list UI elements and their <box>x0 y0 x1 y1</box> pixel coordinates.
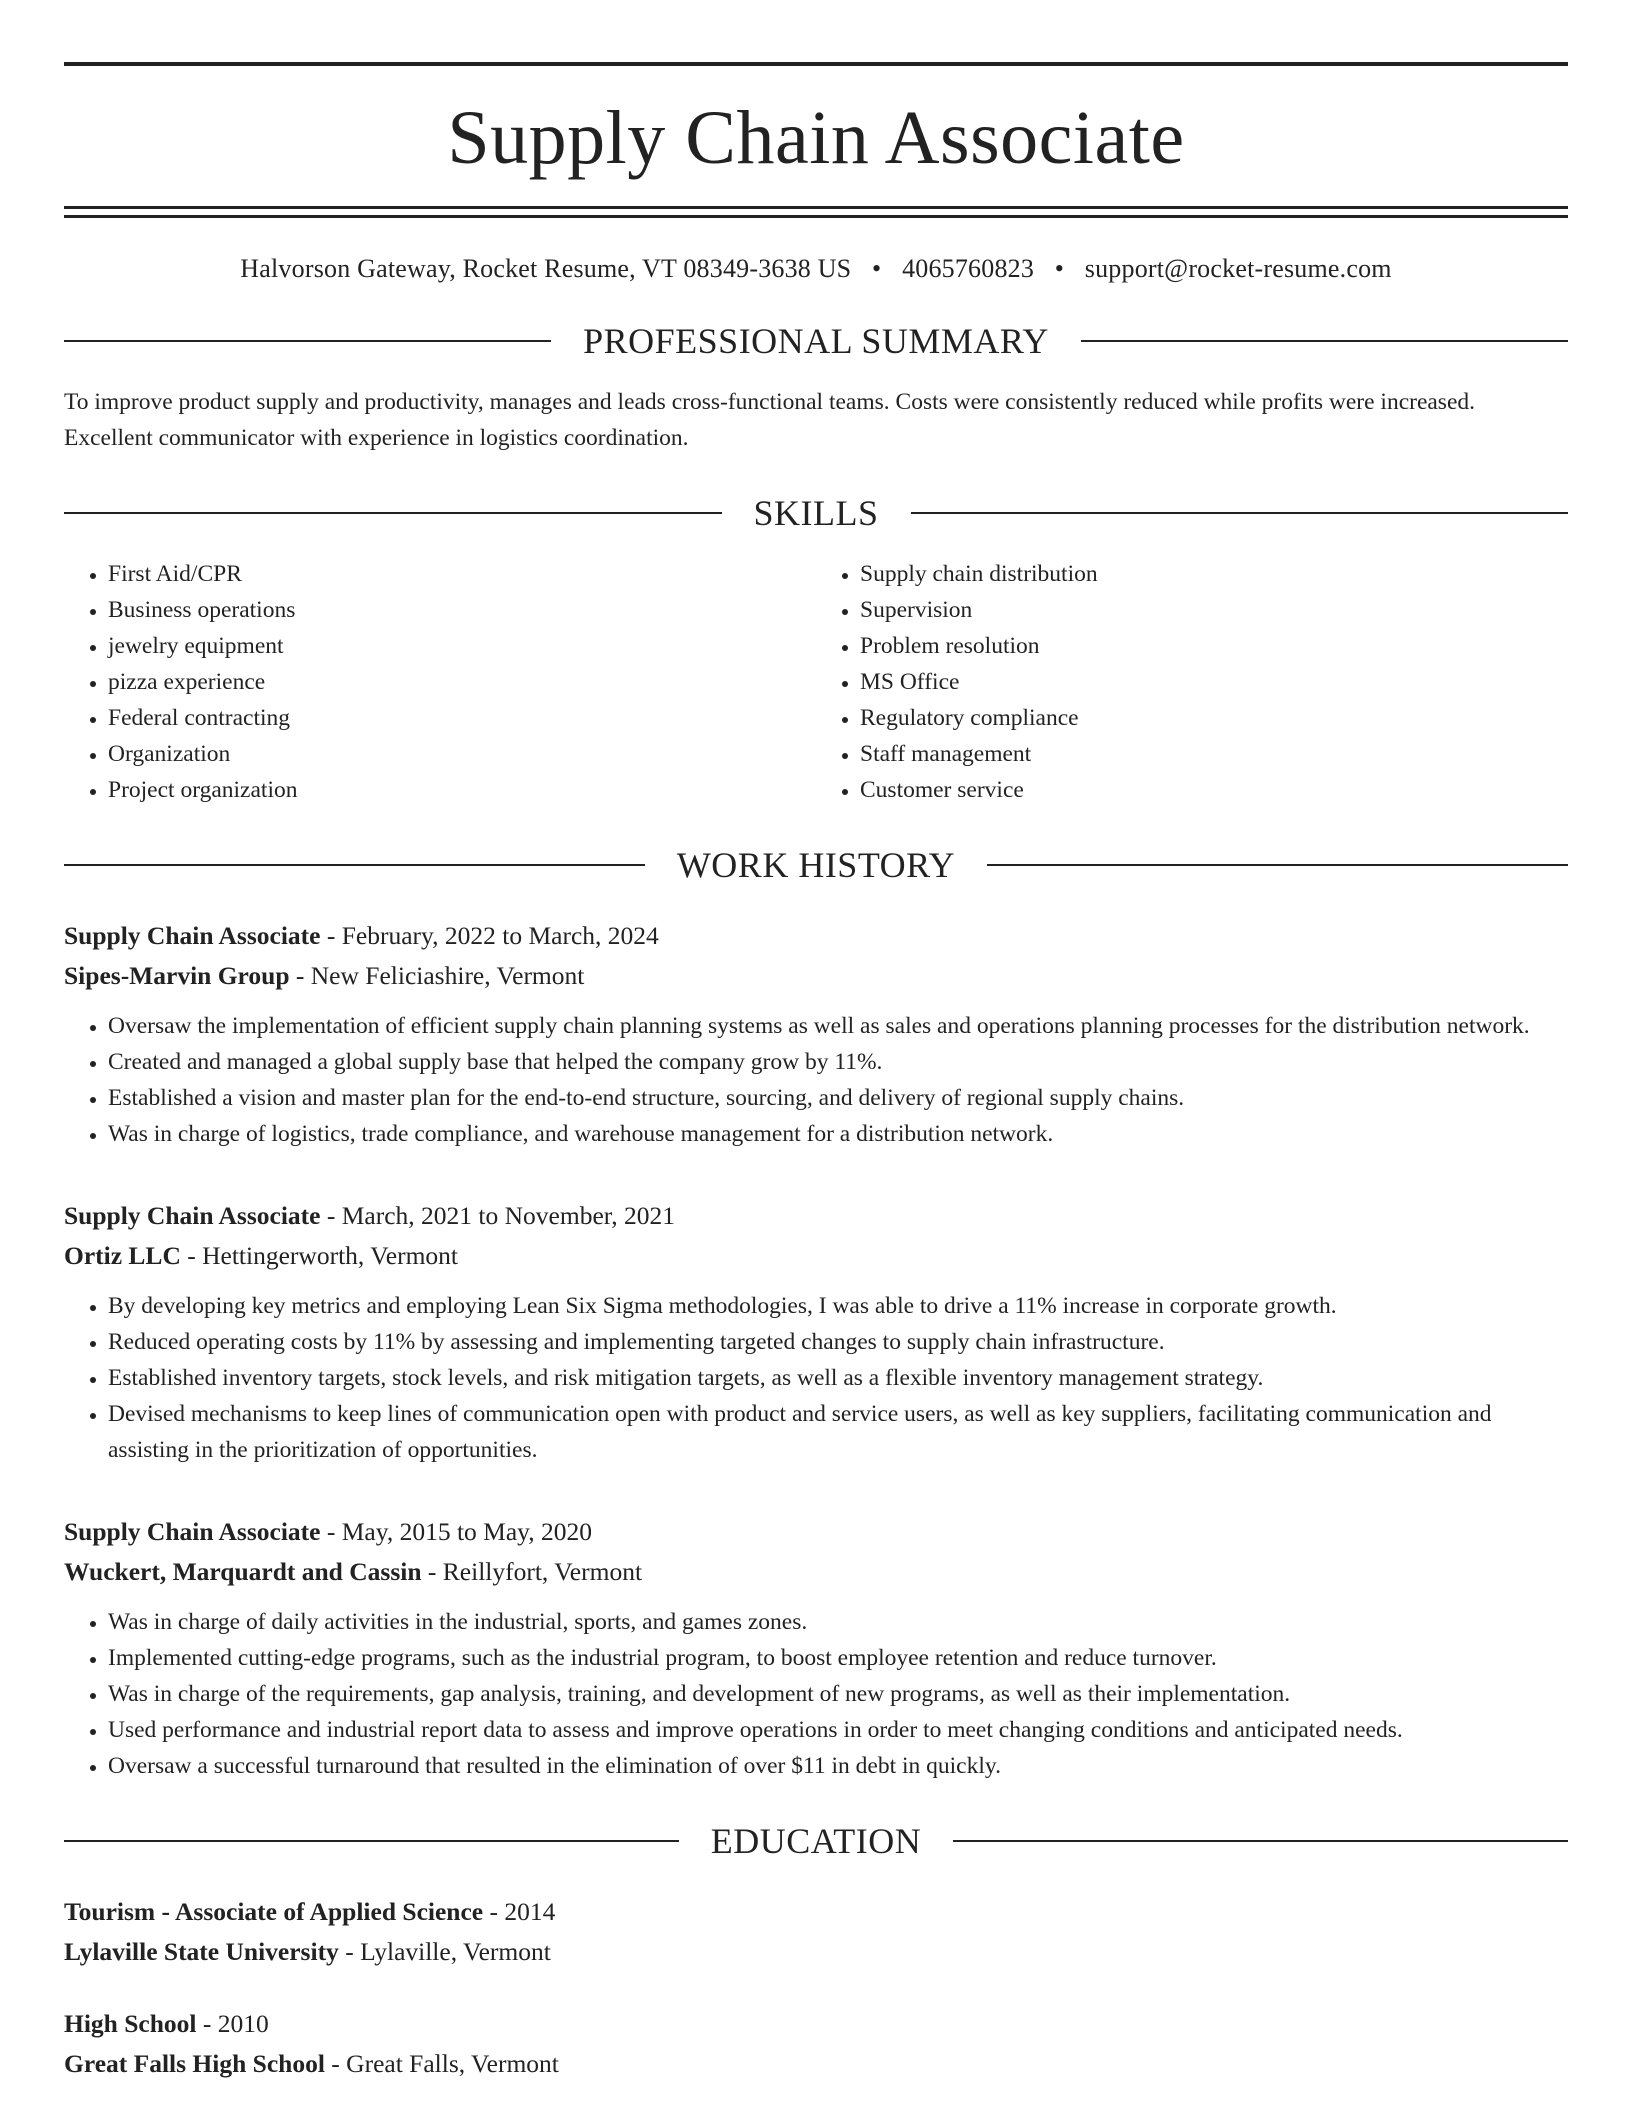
heading-rule-left <box>64 864 645 866</box>
job-entry <box>64 916 1568 1152</box>
dash: - <box>196 2009 218 2038</box>
dash: - <box>320 1517 342 1546</box>
job-bullet: • Was in charge of daily activities in the industrial, sports, and games zones. <box>108 1604 1568 1640</box>
education-school-line <box>64 1932 1568 1972</box>
job-company-line <box>64 956 1568 996</box>
education-year: 2010 <box>217 2009 269 2038</box>
dash: - <box>289 961 311 990</box>
education-location: Great Falls, Vermont <box>346 2049 559 2078</box>
job-entry <box>64 1512 1568 1784</box>
job-location: Hettingerworth, Vermont <box>202 1241 459 1270</box>
contact-phone: 4065760823 <box>902 254 1035 283</box>
skill-item: • Regulatory compliance <box>860 700 1568 736</box>
job-entry <box>64 1196 1568 1468</box>
skill-item: • Supply chain distribution <box>860 556 1568 592</box>
job-dates: March, 2021 to November, 2021 <box>341 1201 675 1230</box>
job-bullet: • Was in charge of the requirements, gap analysis, training, and development of new programs, as well as their implementation. <box>108 1676 1568 1712</box>
contact-separator: • <box>1054 254 1065 283</box>
contact-address: Halvorson Gateway, Rocket Resume, VT 08349-3638 US <box>240 254 852 283</box>
job-dates: May, 2015 to May, 2020 <box>341 1517 593 1546</box>
heading-rule-right <box>1081 340 1568 342</box>
summary-heading-title: PROFESSIONAL SUMMARY <box>583 321 1049 361</box>
job-bullets <box>64 1008 1568 1152</box>
dash: - <box>483 1897 505 1926</box>
education-heading-title: EDUCATION <box>710 1821 922 1861</box>
job-dates: February, 2022 to March, 2024 <box>341 921 659 950</box>
dash: - <box>320 1201 342 1230</box>
job-company-line <box>64 1236 1568 1276</box>
education-heading <box>64 1820 1568 1862</box>
dash: - <box>320 921 342 950</box>
job-title: Supply Chain Associate <box>64 921 321 950</box>
job-bullet: • By developing key metrics and employing Lean Six Sigma methodologies, I was able to drive a 11% increase in corporate growth. <box>108 1288 1568 1324</box>
title-double-rule <box>64 206 1568 218</box>
skill-item: • Federal contracting <box>108 700 816 736</box>
education-degree-line <box>64 2004 1568 2044</box>
heading-rule-left <box>64 340 551 342</box>
skills-column-right <box>816 556 1568 808</box>
job-title-line <box>64 1196 1568 1236</box>
education-degree: High School <box>64 2009 197 2038</box>
work-heading <box>64 844 1568 886</box>
job-bullet: • Used performance and industrial report data to assess and improve operations in order to meet changing conditions and anticipated needs. <box>108 1712 1568 1748</box>
job-bullet: • Oversaw the implementation of efficient supply chain planning systems as well as sales and operations planning processes for the distribution network. <box>108 1008 1568 1044</box>
dash: - <box>421 1557 443 1586</box>
education-degree-line <box>64 1892 1568 1932</box>
job-company: Sipes-Marvin Group <box>64 961 290 990</box>
job-bullets <box>64 1288 1568 1468</box>
job-bullet: • Established a vision and master plan for the end-to-end structure, sourcing, and delivery of regional supply chains. <box>108 1080 1568 1116</box>
candidate-name: Supply Chain Associate <box>447 96 1185 180</box>
contact-separator: • <box>872 254 882 283</box>
education-entry <box>64 2004 1568 2084</box>
skills-column-left <box>64 556 816 808</box>
skills-heading <box>64 492 1568 534</box>
job-bullets <box>64 1604 1568 1784</box>
summary-text: To improve product supply and productivity, manages and leads cross-functional teams. Costs were consistently reduced while profits were increased. Excellent communicator with experience in logistics coordination. <box>64 389 1476 451</box>
skill-item: • pizza experience <box>108 664 816 700</box>
heading-rule-right <box>987 864 1568 866</box>
job-bullet: • Oversaw a successful turnaround that resulted in the elimination of over $11 in debt in quickly. <box>108 1748 1568 1784</box>
education-school: Lylaville State University <box>64 1937 339 1966</box>
skill-item: • Customer service <box>860 772 1568 808</box>
job-title-line <box>64 916 1568 956</box>
skill-item: • Project organization <box>108 772 816 808</box>
education-school: Great Falls High School <box>64 2049 325 2078</box>
skills-list <box>64 556 1568 808</box>
heading-rule-right <box>911 512 1569 514</box>
dash: - <box>180 1241 203 1270</box>
skill-item: • MS Office <box>860 664 1568 700</box>
education-degree: Tourism - Associate of Applied Science <box>64 1897 484 1926</box>
heading-rule-right <box>953 1840 1568 1842</box>
summary-heading <box>64 320 1568 362</box>
top-rule <box>64 62 1568 66</box>
education-location: Lylaville, Vermont <box>360 1937 551 1966</box>
education-school-line <box>64 2044 1568 2084</box>
job-title: Supply Chain Associate <box>64 1201 321 1230</box>
job-bullet: • Reduced operating costs by 11% by assessing and implementing targeted changes to supply chain infrastructure. <box>108 1324 1568 1360</box>
contact-line <box>64 254 1568 284</box>
skill-item: • First Aid/CPR <box>108 556 816 592</box>
job-bullet: • Was in charge of logistics, trade compliance, and warehouse management for a distribution network. <box>108 1116 1568 1152</box>
skill-item: • jewelry equipment <box>108 628 816 664</box>
contact-email: support@rocket-resume.com <box>1084 254 1392 283</box>
job-title-line <box>64 1512 1568 1552</box>
skill-item: • Supervision <box>860 592 1568 628</box>
skill-item: • Problem resolution <box>860 628 1568 664</box>
job-bullet: • Established inventory targets, stock levels, and risk mitigation targets, as well as a flexible inventory management strategy. <box>108 1360 1568 1396</box>
education-entry <box>64 1892 1568 1972</box>
education-year: 2014 <box>504 1897 556 1926</box>
job-location: New Feliciashire, Vermont <box>310 961 585 990</box>
job-company: Wuckert, Marquardt and Cassin <box>64 1557 422 1586</box>
job-bullet: • Devised mechanisms to keep lines of communication open with product and service users, as well as key suppliers, facilitating communication and assisting in the prioritization of opportunities. <box>108 1396 1568 1468</box>
dash: - <box>338 1937 361 1966</box>
job-bullet: • Implemented cutting-edge programs, such as the industrial program, to boost employee retention and reduce turnover. <box>108 1640 1568 1676</box>
skill-item: • Staff management <box>860 736 1568 772</box>
skill-item: • Organization <box>108 736 816 772</box>
work-heading-title: WORK HISTORY <box>676 845 956 885</box>
dash: - <box>324 2049 347 2078</box>
heading-rule-left <box>64 512 722 514</box>
job-bullet: • Created and managed a global supply base that helped the company grow by 11%. <box>108 1044 1568 1080</box>
skills-heading-title: SKILLS <box>753 493 879 533</box>
heading-rule-left <box>64 1840 679 1842</box>
job-company-line <box>64 1552 1568 1592</box>
job-location: Reillyfort, Vermont <box>442 1557 643 1586</box>
job-title: Supply Chain Associate <box>64 1517 321 1546</box>
skill-item: • Business operations <box>108 592 816 628</box>
job-company: Ortiz LLC <box>64 1241 181 1270</box>
